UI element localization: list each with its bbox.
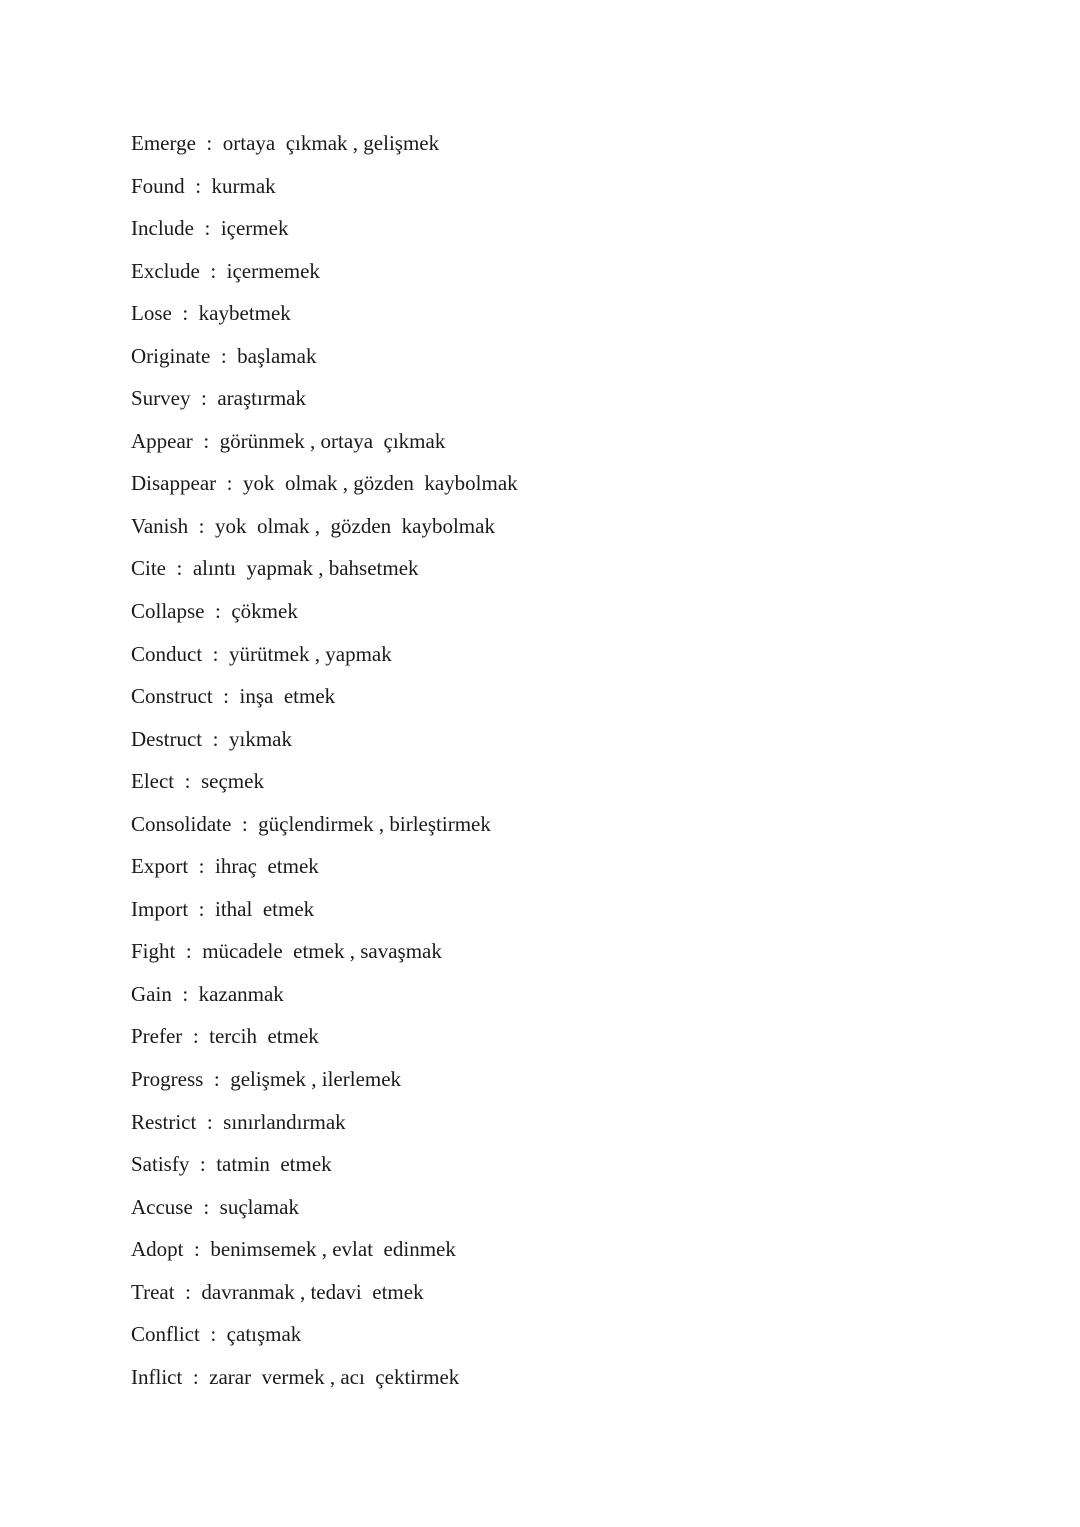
- english-word: Prefer: [131, 1024, 183, 1049]
- turkish-meaning: mücadele etmek , savaşmak: [202, 939, 442, 964]
- separator-colon: :: [212, 684, 240, 709]
- vocab-entry: [131, 718, 518, 761]
- turkish-meaning: yok olmak , gözden kaybolmak: [215, 513, 495, 538]
- vocab-entry: [131, 973, 518, 1016]
- vocab-entry: [131, 1271, 518, 1314]
- english-word: Export: [131, 854, 189, 879]
- english-word: Conduct: [131, 641, 203, 666]
- english-word: Adopt: [131, 1237, 184, 1262]
- turkish-meaning: tatmin etmek: [216, 1152, 332, 1177]
- vocabulary-list: [131, 122, 518, 1398]
- turkish-meaning: görünmek , ortaya çıkmak: [219, 428, 446, 453]
- turkish-meaning: yürütmek , yapmak: [229, 641, 392, 666]
- vocab-entry: [131, 165, 518, 208]
- vocab-entry: [131, 122, 518, 165]
- turkish-meaning: araştırmak: [217, 386, 306, 411]
- vocab-entry: [131, 930, 518, 973]
- vocab-entry: [131, 1015, 518, 1058]
- turkish-meaning: içermek: [220, 216, 289, 241]
- vocab-entry: [131, 760, 518, 803]
- separator-colon: :: [171, 301, 199, 326]
- separator-colon: :: [188, 513, 216, 538]
- turkish-meaning: seçmek: [200, 769, 264, 794]
- english-word: Elect: [131, 769, 175, 794]
- separator-colon: :: [193, 216, 221, 241]
- turkish-meaning: ihraç etmek: [215, 854, 319, 879]
- separator-colon: :: [182, 1364, 210, 1389]
- turkish-meaning: kazanmak: [198, 981, 284, 1006]
- english-word: Conflict: [131, 1322, 200, 1347]
- vocab-entry: [131, 1356, 518, 1399]
- separator-colon: :: [171, 981, 199, 1006]
- separator-colon: :: [196, 1109, 224, 1134]
- turkish-meaning: yıkmak: [229, 726, 292, 751]
- separator-colon: :: [174, 1279, 202, 1304]
- turkish-meaning: sınırlandırmak: [223, 1109, 346, 1134]
- vocab-entry: [131, 1228, 518, 1271]
- separator-colon: :: [199, 1322, 227, 1347]
- separator-colon: :: [216, 471, 243, 496]
- separator-colon: :: [231, 811, 259, 836]
- vocab-entry: [131, 1101, 518, 1144]
- english-word: Vanish: [131, 513, 189, 538]
- turkish-meaning: suçlamak: [219, 1194, 299, 1219]
- separator-colon: :: [203, 1067, 231, 1092]
- turkish-meaning: kurmak: [211, 173, 276, 198]
- english-word: Collapse: [131, 599, 205, 624]
- turkish-meaning: gelişmek , ilerlemek: [230, 1067, 402, 1092]
- vocab-entry: [131, 590, 518, 633]
- turkish-meaning: çökmek: [231, 599, 298, 624]
- separator-colon: :: [195, 131, 223, 155]
- english-word: Consolidate: [131, 811, 232, 836]
- turkish-meaning: tercih etmek: [209, 1024, 319, 1049]
- english-word: Survey: [131, 386, 191, 411]
- english-word: Construct: [131, 684, 213, 709]
- turkish-meaning: ortaya çıkmak , gelişmek: [222, 131, 440, 155]
- english-word: Inflict: [131, 1364, 183, 1389]
- english-word: Accuse: [131, 1194, 193, 1219]
- english-word: Emerge: [131, 131, 196, 155]
- english-word: Found: [131, 173, 185, 198]
- vocab-entry: [131, 1186, 518, 1229]
- separator-colon: :: [188, 896, 215, 921]
- vocab-entry: [131, 420, 518, 463]
- turkish-meaning: inşa etmek: [239, 684, 336, 709]
- separator-colon: :: [199, 258, 227, 283]
- turkish-meaning: başlamak: [237, 343, 317, 368]
- vocab-entry: [131, 675, 518, 718]
- separator-colon: :: [192, 428, 220, 453]
- vocab-entry: [131, 845, 518, 888]
- vocab-entry: [131, 1143, 518, 1186]
- english-word: Destruct: [131, 726, 203, 751]
- turkish-meaning: güçlendirmek , birleştirmek: [258, 811, 491, 836]
- turkish-meaning: kaybetmek: [198, 301, 291, 326]
- turkish-meaning: içermemek: [226, 258, 320, 283]
- english-word: Fight: [131, 939, 176, 964]
- separator-colon: :: [192, 1194, 220, 1219]
- separator-colon: :: [188, 854, 215, 879]
- english-word: Appear: [131, 428, 193, 453]
- english-word: Exclude: [131, 258, 200, 283]
- vocab-entry: [131, 505, 518, 548]
- english-word: Lose: [131, 301, 172, 326]
- separator-colon: :: [210, 343, 238, 368]
- english-word: Import: [131, 896, 189, 921]
- turkish-meaning: davranmak , tedavi etmek: [201, 1279, 424, 1304]
- vocab-entry: [131, 292, 518, 335]
- english-word: Progress: [131, 1067, 204, 1092]
- vocab-entry: [131, 633, 518, 676]
- vocab-entry: [131, 547, 518, 590]
- english-word: Treat: [131, 1279, 175, 1304]
- separator-colon: :: [182, 1024, 210, 1049]
- english-word: Disappear: [131, 471, 217, 496]
- separator-colon: :: [190, 386, 218, 411]
- separator-colon: :: [204, 599, 232, 624]
- turkish-meaning: çatışmak: [226, 1322, 302, 1347]
- vocab-entry: [131, 803, 518, 846]
- separator-colon: :: [202, 726, 229, 751]
- separator-colon: :: [189, 1152, 217, 1177]
- separator-colon: :: [166, 556, 193, 581]
- turkish-meaning: ithal etmek: [215, 896, 315, 921]
- turkish-meaning: zarar vermek , acı çektirmek: [209, 1364, 460, 1389]
- separator-colon: :: [184, 173, 212, 198]
- separator-colon: :: [175, 939, 203, 964]
- vocab-entry: [131, 888, 518, 931]
- vocab-entry: [131, 1313, 518, 1356]
- turkish-meaning: benimsemek , evlat edinmek: [210, 1237, 456, 1262]
- english-word: Restrict: [131, 1109, 197, 1134]
- english-word: Satisfy: [131, 1152, 190, 1177]
- english-word: Originate: [131, 343, 211, 368]
- turkish-meaning: yok olmak , gözden kaybolmak: [242, 471, 518, 496]
- vocab-entry: [131, 462, 518, 505]
- english-word: Include: [131, 216, 194, 241]
- separator-colon: :: [174, 769, 201, 794]
- vocab-entry: [131, 250, 518, 293]
- separator-colon: :: [183, 1237, 211, 1262]
- vocab-entry: [131, 207, 518, 250]
- english-word: Gain: [131, 981, 172, 1006]
- separator-colon: :: [202, 641, 230, 666]
- english-word: Cite: [131, 556, 166, 581]
- vocab-entry: [131, 335, 518, 378]
- vocab-entry: [131, 1058, 518, 1101]
- vocab-entry: [131, 377, 518, 420]
- turkish-meaning: alıntı yapmak , bahsetmek: [192, 556, 419, 581]
